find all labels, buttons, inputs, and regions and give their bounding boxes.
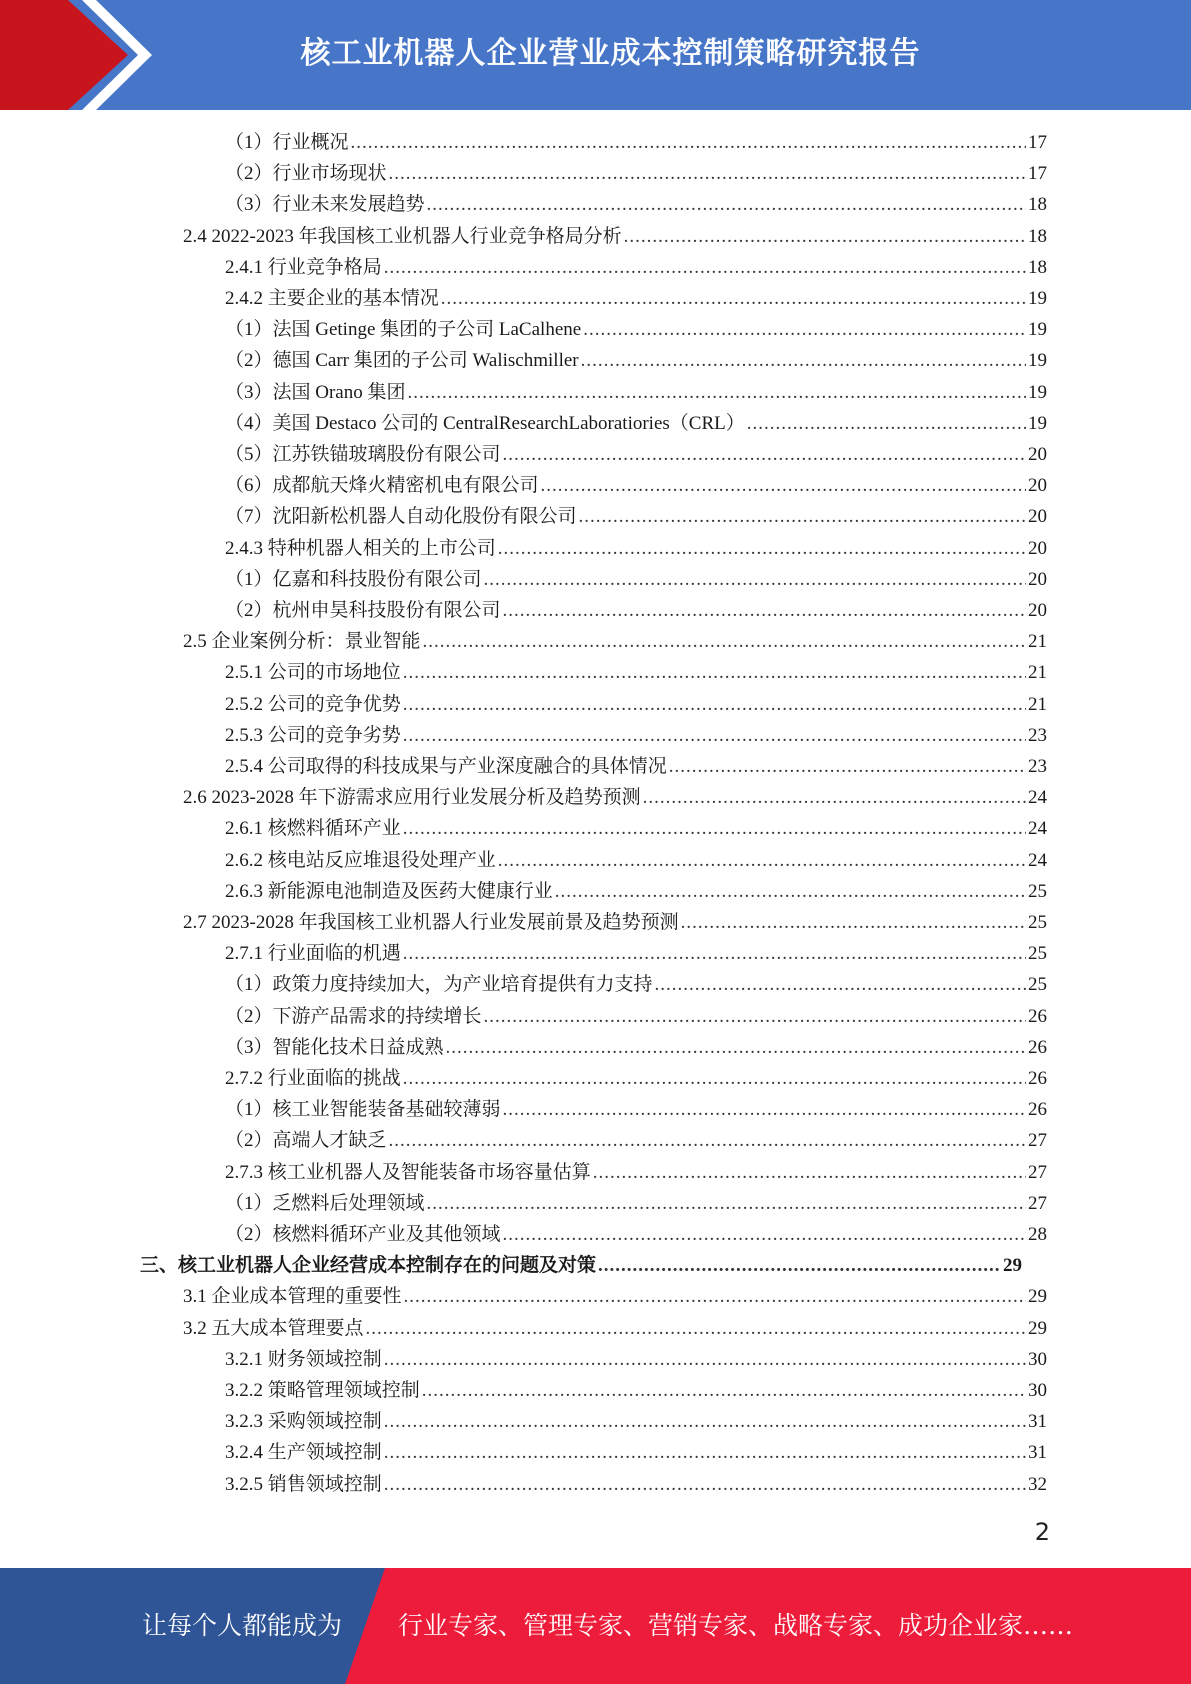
- toc-entry-label: 2.4.3 特种机器人相关的上市公司: [225, 537, 496, 559]
- toc-leader-dots: [384, 1438, 1026, 1468]
- toc-entry-label: 2.4.2 主要企业的基本情况: [225, 288, 439, 309]
- toc-entry-page: 26: [1028, 1005, 1047, 1027]
- toc-entry-label: 3.2 五大成本管理要点: [183, 1317, 364, 1339]
- toc-entry-label: 2.6 2023-2028 年下游需求应用行业发展分析及趋势预测: [183, 787, 641, 809]
- toc-entry-page: 20: [1028, 475, 1047, 497]
- toc-entry-page: 32: [1028, 1473, 1047, 1495]
- toc-entry[interactable]: [183, 627, 1047, 657]
- toc-entry-label: （3）法国 Orano 集团: [225, 381, 406, 403]
- toc-entry-page: 25: [1028, 974, 1047, 996]
- toc-leader-dots: [681, 908, 1026, 938]
- toc-entry[interactable]: [183, 783, 1047, 813]
- toc-entry-page: 31: [1028, 1442, 1047, 1464]
- toc-entry-page: 18: [1028, 256, 1047, 278]
- toc-entry[interactable]: [225, 1033, 1047, 1063]
- toc-entry[interactable]: [225, 502, 1047, 532]
- toc-entry[interactable]: [225, 658, 1047, 688]
- toc-entry-label: 2.7.2 行业面临的挑战: [225, 1068, 401, 1089]
- toc-entry-label: 3.2.2 策略管理领域控制: [225, 1380, 420, 1401]
- toc-leader-dots: [581, 346, 1026, 376]
- toc-entry-page: 25: [1028, 912, 1047, 933]
- toc-entry[interactable]: [225, 284, 1047, 314]
- toc-leader-dots: [555, 877, 1026, 907]
- toc-entry[interactable]: [225, 1376, 1047, 1406]
- toc-entry-label: 2.4 2022-2023 年我国核工业机器人行业竞争格局分析: [183, 225, 622, 247]
- toc-entry[interactable]: [225, 159, 1047, 189]
- toc-leader-dots: [624, 222, 1026, 252]
- toc-entry-page: 23: [1028, 724, 1047, 746]
- footer-slogan-left: 让每个人都能成为: [142, 1611, 343, 1640]
- toc-leader-dots: [427, 190, 1026, 220]
- toc-entry-page: 26: [1028, 1099, 1047, 1121]
- toc-leader-dots: [484, 565, 1026, 595]
- toc-entry-label: 3.1 企业成本管理的重要性: [183, 1286, 402, 1308]
- toc-entry-label: （2）杭州申昊科技股份有限公司: [225, 600, 501, 621]
- toc-entry-page: 18: [1028, 225, 1047, 247]
- toc-leader-dots: [351, 128, 1026, 158]
- toc-entry[interactable]: [225, 1345, 1047, 1375]
- toc-entry[interactable]: [225, 471, 1047, 501]
- toc-entry-label: （1）亿嘉和科技股份有限公司: [225, 568, 482, 590]
- toc-entry[interactable]: [225, 596, 1047, 626]
- toc-entry-page: 20: [1028, 600, 1047, 621]
- toc-entry-page: 19: [1028, 381, 1047, 403]
- toc-entry[interactable]: [225, 565, 1047, 595]
- toc-entry-label: 2.6.2 核电站反应堆退役处理产业: [225, 849, 496, 871]
- toc-entry-label: （6）成都航天烽火精密机电有限公司: [225, 475, 539, 497]
- toc-entry[interactable]: [225, 877, 1047, 907]
- toc-entry[interactable]: [183, 1282, 1047, 1312]
- toc-leader-dots: [503, 596, 1026, 626]
- toc-leader-dots: [366, 1314, 1026, 1344]
- toc-entry-label: （1）政策力度持续加大，为产业培育提供有力支持: [225, 974, 653, 996]
- toc-entry-page: 25: [1028, 943, 1047, 965]
- header-banner: [0, 0, 1191, 110]
- toc-leader-dots: [484, 1002, 1026, 1032]
- toc-entry-label: 3.2.5 销售领域控制: [225, 1473, 382, 1495]
- toc-entry[interactable]: [225, 1158, 1047, 1188]
- toc-entry[interactable]: [225, 846, 1047, 876]
- toc-entry-label: （1）法国 Getinge 集团的子公司 LaCalhene: [225, 319, 582, 341]
- toc-entry-page: 17: [1028, 132, 1047, 153]
- toc-entry[interactable]: [183, 1314, 1047, 1344]
- toc-entry[interactable]: [225, 190, 1047, 220]
- toc-entry-page: 23: [1028, 756, 1047, 777]
- toc-entry-page: 21: [1028, 693, 1047, 715]
- toc-entry[interactable]: [225, 970, 1047, 1000]
- toc-leader-dots: [643, 783, 1026, 813]
- toc-entry-page: 31: [1028, 1411, 1047, 1433]
- toc-entry-page: 24: [1028, 787, 1047, 809]
- toc-leader-dots: [583, 315, 1026, 345]
- toc-entry-label: （1）行业概况: [225, 132, 349, 153]
- toc-leader-dots: [579, 502, 1026, 532]
- toc-entry-page: 27: [1028, 1130, 1047, 1152]
- toc-entry-page: 24: [1028, 849, 1047, 871]
- footer-banner: [0, 1568, 1191, 1684]
- toc-leader-dots: [441, 284, 1026, 314]
- toc-entry[interactable]: [225, 1095, 1047, 1125]
- toc-entry[interactable]: [183, 908, 1047, 938]
- toc-entry-label: 2.5.1 公司的市场地位: [225, 662, 401, 684]
- toc-entry-label: （2）行业市场现状: [225, 163, 387, 185]
- toc-leader-dots: [423, 627, 1026, 657]
- report-title: 核工业机器人企业营业成本控制策略研究报告: [300, 36, 921, 71]
- toc-entry[interactable]: [225, 1470, 1047, 1500]
- toc-entry-label: （2）核燃料循环产业及其他领域: [225, 1224, 501, 1245]
- toc-entry-page: 19: [1028, 319, 1047, 341]
- toc-entry-page: 27: [1028, 1192, 1047, 1214]
- footer-slogan-right: 行业专家、管理专家、营销专家、战略专家、成功企业家……: [398, 1611, 1074, 1640]
- toc-entry-page: 30: [1028, 1348, 1047, 1370]
- toc-leader-dots: [669, 752, 1026, 782]
- toc-leader-dots: [747, 409, 1026, 439]
- toc-leader-dots: [503, 1095, 1026, 1125]
- toc-leader-dots: [422, 1376, 1026, 1406]
- toc-leader-dots: [389, 1126, 1026, 1156]
- toc-entry-page: 26: [1028, 1068, 1047, 1089]
- toc-leader-dots: [503, 1220, 1026, 1250]
- toc-entry-label: 2.7 2023-2028 年我国核工业机器人行业发展前景及趋势预测: [183, 912, 679, 933]
- toc-leader-dots: [403, 814, 1026, 844]
- toc-leader-dots: [384, 1407, 1026, 1437]
- toc-leader-dots: [541, 471, 1026, 501]
- toc-entry-label: （5）江苏铁锚玻璃股份有限公司: [225, 444, 501, 465]
- toc-entry-label: 2.7.1 行业面临的机遇: [225, 943, 401, 965]
- toc-leader-dots: [384, 1470, 1026, 1500]
- toc-entry-page: 19: [1028, 412, 1047, 434]
- toc-entry-page: 20: [1028, 506, 1047, 528]
- toc-entry[interactable]: [225, 346, 1047, 376]
- toc-leader-dots: [503, 440, 1026, 470]
- toc-leader-dots: [384, 253, 1026, 283]
- toc-entry-label: 3.2.4 生产领域控制: [225, 1442, 382, 1464]
- toc-entry-label: 2.4.1 行业竞争格局: [225, 256, 382, 278]
- toc-entry[interactable]: [225, 253, 1047, 283]
- toc-entry-label: （3）智能化技术日益成熟: [225, 1036, 444, 1058]
- toc-entry-page: 30: [1028, 1380, 1047, 1401]
- toc-entry-label: 2.6.3 新能源电池制造及医药大健康行业: [225, 880, 553, 902]
- toc-entry-label: 2.5.3 公司的竞争劣势: [225, 724, 401, 746]
- toc-entry[interactable]: [225, 721, 1047, 751]
- toc-entry[interactable]: [225, 1220, 1047, 1250]
- toc-entry-label: （7）沈阳新松机器人自动化股份有限公司: [225, 506, 577, 528]
- toc-leader-dots: [598, 1251, 1001, 1281]
- toc-leader-dots: [407, 378, 1026, 408]
- toc-entry-page: 21: [1028, 662, 1047, 684]
- toc-entry-label: 2.5.2 公司的竞争优势: [225, 693, 401, 715]
- toc-entry-page: 20: [1028, 444, 1047, 465]
- toc-entry[interactable]: [225, 814, 1047, 844]
- toc-entry-page: 21: [1028, 631, 1047, 653]
- toc-entry[interactable]: [225, 1407, 1047, 1437]
- toc-entry[interactable]: [225, 939, 1047, 969]
- toc-entry[interactable]: [225, 1002, 1047, 1032]
- toc-leader-dots: [593, 1158, 1026, 1188]
- toc-entry-label: （3）行业未来发展趋势: [225, 194, 425, 216]
- toc-entry[interactable]: [225, 534, 1047, 564]
- toc-entry-label: （1）核工业智能装备基础较薄弱: [225, 1099, 501, 1121]
- toc-entry-label: （4）美国 Destaco 公司的 CentralResearchLaboratiories（CRL）: [225, 412, 745, 434]
- page-number: 2: [1034, 1518, 1050, 1546]
- toc-entry-page: 19: [1028, 288, 1047, 309]
- toc-entry[interactable]: [225, 1189, 1047, 1219]
- toc-entry-label: （2）下游产品需求的持续增长: [225, 1005, 482, 1027]
- toc-entry-label: 3.2.1 财务领域控制: [225, 1348, 382, 1370]
- toc-leader-dots: [498, 534, 1026, 564]
- toc-entry-page: 20: [1028, 568, 1047, 590]
- toc-leader-dots: [404, 1282, 1026, 1312]
- toc-entry[interactable]: [225, 1126, 1047, 1156]
- toc-entry-page: 17: [1028, 163, 1047, 185]
- toc-entry[interactable]: [140, 1251, 1022, 1281]
- toc-entry-page: 19: [1028, 350, 1047, 372]
- toc-entry-page: 25: [1028, 880, 1047, 902]
- toc-leader-dots: [446, 1033, 1026, 1063]
- toc-entry-label: 3.2.3 采购领域控制: [225, 1411, 382, 1433]
- toc-entry-page: 24: [1028, 818, 1047, 840]
- toc-entry-label: 2.7.3 核工业机器人及智能装备市场容量估算: [225, 1161, 591, 1183]
- toc-entry[interactable]: [225, 1438, 1047, 1468]
- toc-entry[interactable]: [225, 409, 1047, 439]
- toc-entry[interactable]: [183, 222, 1047, 252]
- toc-leader-dots: [498, 846, 1026, 876]
- toc-entry-label: 2.5.4 公司取得的科技成果与产业深度融合的具体情况: [225, 756, 667, 777]
- toc-entry[interactable]: [225, 440, 1047, 470]
- toc-entry-label: （2）高端人才缺乏: [225, 1130, 387, 1152]
- toc-entry-label: 2.5 企业案例分析：景业智能: [183, 631, 421, 653]
- toc-leader-dots: [655, 970, 1026, 1000]
- toc-leader-dots: [384, 1345, 1026, 1375]
- toc-entry[interactable]: [225, 378, 1047, 408]
- toc-leader-dots: [403, 690, 1026, 720]
- toc-leader-dots: [389, 159, 1026, 189]
- toc-leader-dots: [403, 658, 1026, 688]
- toc-entry-label: 三、核工业机器人企业经营成本控制存在的问题及对策: [140, 1255, 597, 1277]
- toc-entry-page: 29: [1003, 1255, 1022, 1277]
- toc-entry-page: 18: [1028, 194, 1047, 216]
- toc-entry-page: 20: [1028, 537, 1047, 559]
- toc-leader-dots: [427, 1189, 1026, 1219]
- toc-entry[interactable]: [225, 128, 1047, 158]
- toc-entry[interactable]: [225, 1064, 1047, 1094]
- toc-entry[interactable]: [225, 690, 1047, 720]
- toc-entry-page: 29: [1028, 1317, 1047, 1339]
- toc-entry-page: 27: [1028, 1161, 1047, 1183]
- toc-entry-page: 26: [1028, 1036, 1047, 1058]
- toc-entry[interactable]: [225, 752, 1047, 782]
- toc-leader-dots: [403, 721, 1026, 751]
- toc-leader-dots: [403, 1064, 1026, 1094]
- toc-entry[interactable]: [225, 315, 1047, 345]
- toc-entry-label: （2）德国 Carr 集团的子公司 Walischmiller: [225, 350, 579, 372]
- toc-entry-page: 29: [1028, 1286, 1047, 1308]
- toc-entry-label: （1）乏燃料后处理领域: [225, 1192, 425, 1214]
- toc-leader-dots: [403, 939, 1026, 969]
- toc-entry-label: 2.6.1 核燃料循环产业: [225, 818, 401, 840]
- toc-entry-page: 28: [1028, 1224, 1047, 1245]
